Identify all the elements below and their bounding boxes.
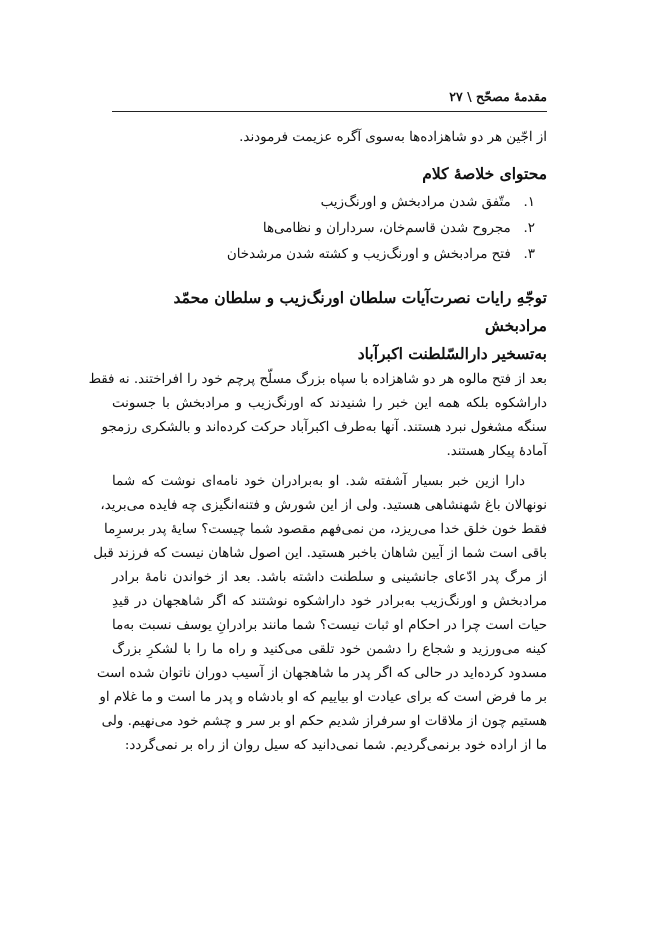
paragraph-1 [88,368,547,464]
text-line: سنگه مشغول نبرد هستند. آنها به‌طرف اکبرآباد حرکت کرده‌اند و بالشکری رزمجو [101,420,547,435]
text-line: کینه می‌ورزید و شجاع را دشمن خود تلقی می‌کنید و راه ما را با لشکرِ بزرگ [112,642,547,657]
text-line: هستیم چون از ملاقات او سرفراز شدیم حکم او بر سر و چشم خود می‌نهیم. ولی [101,714,547,729]
list-number: ۱. [523,195,535,210]
summary-list [112,190,547,268]
list-number: ۳. [523,247,535,262]
page-body [88,126,547,758]
list-text: متّفق شدن مرادبخش و اورنگ‌زیب [320,195,511,210]
text-line: بعد از فتح مالوه هر دو شاهزاده با سپاه بزرگ مسلّح پرچم خود را افراختند. نه فقط [88,372,547,387]
text-line: فقط خون خلق خدا می‌ریزد، من نمی‌فهم مقصود شما چیست؟ سایهٔ پدر برسرِما [104,522,547,537]
text-line: دارا ازین خبر بسیار آشفته شد. او به‌برادران خود نامه‌ای نوشت که شما [112,474,525,489]
list-text: مجروح شدن قاسم‌خان، سرداران و نظامی‌ها [262,221,511,236]
text-line: داراشکوه بلکه همه این خبر را شنیدند که اورنگ‌زیب و مرادبخش با جسونت [112,396,547,411]
text-line: بر ما فرض است که برای عیادت او بیاییم که او بادشاه و پدر ما است و ما غلام او [99,690,547,705]
paragraph-2 [93,470,547,758]
text-line: ما از اراده خود برنمی‌گردیم. شما نمی‌دانید که سیل روان از راه بر نمی‌گردد: [124,738,547,753]
list-text: فتح مرادبخش و اورنگ‌زیب و کشته شدن مرشدخان [226,247,511,262]
text-line: حیات است چرا در احکام او ثبات نیست؟ شما مانند برادرانِ یوسف نسبت به‌ما [112,618,547,633]
list-item [112,190,535,216]
text-line: مسدود کرده‌اید در حالی که اگر پدر ما شاهجهان از آسیب دوران ناتوان شده است [96,666,547,681]
text-line: باقی است شما از آیین شاهان باخبر هستید. این اصول شاهان نیست که فرزند قبل [93,546,547,561]
list-item [112,242,535,268]
section-heading-line-2: به‌تسخیر دارالسّلطنت اکبرآباد [357,344,547,363]
section-heading-line-1: توجّهِ رایات نصرت‌آیات سلطان اورنگ‌زیب و سلطان محمّد مرادبخش [173,288,547,335]
summary-heading: محتوای خلاصهٔ کلام [422,164,547,183]
text-line: نونهالان باغ شهنشاهی هستید. ولی از این شورش و فتنه‌انگیزی چه فایده می‌برید، [100,498,547,513]
text-line: مرادبخش و اورنگ‌زیب به‌برادر خود داراشکوه نوشتند که اگر شاهجهان در قیدِ [112,594,547,609]
list-item [112,216,535,242]
text-line: آمادهٔ پیکار هستند. [446,444,547,459]
running-head: مقدمهٔ مصحّح \ ۲۷ [449,89,547,104]
header-rule [112,111,547,112]
intro-line: از اجّین هر دو شاهزاده‌ها به‌سوی آگره عزیمت فرمودند. [239,130,547,145]
text-line: از مرگ پدر ادّعای جانشینی و سلطنت داشته باشد. بعد از خواندن نامهٔ برادر [112,570,547,585]
list-number: ۲. [523,221,535,236]
